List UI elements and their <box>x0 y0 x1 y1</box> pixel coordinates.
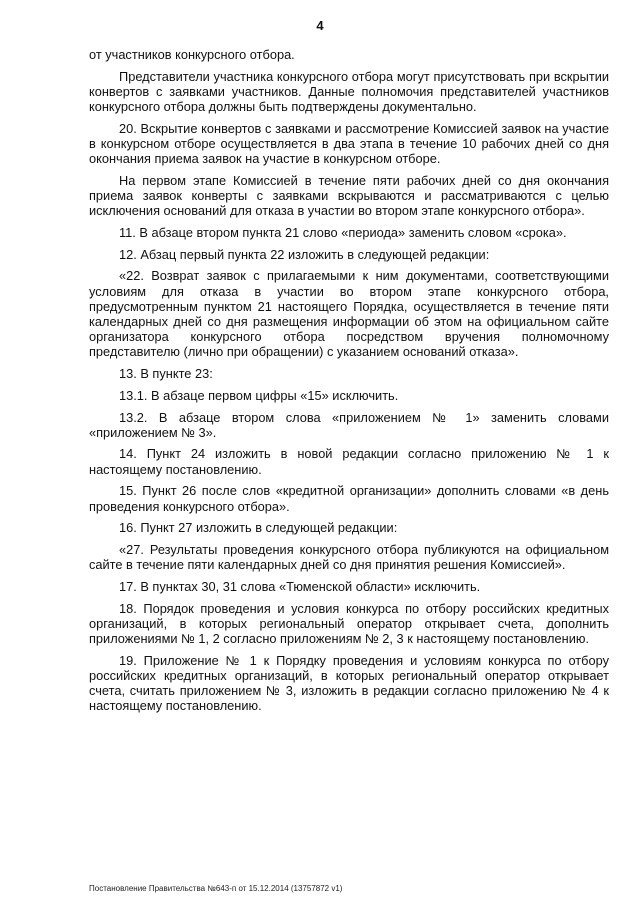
paragraph: 18. Порядок проведения и условия конкурса по отбору российских кредитных организаций, в которых региональный оператор открывает счета, дополнить приложениями № 1, 2 согласно приложениям № 2, 3 к настоящему постановлению. <box>89 600 609 646</box>
paragraph: 13. В пункте 23: <box>119 366 213 382</box>
paragraph: 17. В пунктах 30, 31 слова «Тюменской области» исключить. <box>119 578 481 594</box>
paragraph: «22. Возврат заявок с прилагаемыми к ним документами, соответствующими условиям для отказа в участии во втором этапе конкурсного отбора, предусмотренным пунктом 21 настоящего Порядка, осуществляется в течение пяти календарных дней со дня размещения информации об этом на официальном сайте организатора конкурсного отбора посредством вручения полномочному представителю (лично при обращении) с указанием оснований отказа». <box>89 268 609 360</box>
paragraph: «27. Результаты проведения конкурсного отбора публикуются на официальном сайте в течение пяти календарных дней со дня принятия решения Комиссией». <box>89 541 609 573</box>
paragraph: На первом этапе Комиссией в течение пяти рабочих дней со дня окончания приема заявок конверты с заявками вскрываются и рассматриваются с целью исключения оснований для отказа в участии во втором этапе конкурсного отбора». <box>89 172 609 219</box>
paragraph: 12. Абзац первый пункта 22 изложить в следующей редакции: <box>119 246 490 262</box>
paragraph: 13.2. В абзаце втором слова «приложением № 1» заменить словами «приложением № 3». <box>89 409 609 440</box>
paragraph: 11. В абзаце втором пункта 21 слово «периода» заменить словом «срока». <box>119 225 567 241</box>
paragraph: 15. Пункт 26 после слов «кредитной организации» дополнить словами «в день проведения конкурсного отбора». <box>89 483 609 514</box>
paragraph: 13.1. В абзаце первом цифры «15» исключить. <box>119 387 399 403</box>
page-number: 4 <box>316 18 324 33</box>
paragraph: 16. Пункт 27 изложить в следующей редакции: <box>119 520 398 536</box>
document-body <box>89 47 609 720</box>
paragraph: 14. Пункт 24 изложить в новой редакции согласно приложению № 1 к настоящему постановлению. <box>89 446 609 477</box>
paragraph: от участников конкурсного отбора. <box>89 47 295 62</box>
paragraph: 20. Вскрытие конвертов с заявками и рассмотрение Комиссией заявок на участие в конкурсном отборе осуществляется в два этапа в течение 10 рабочих дней со дня окончания приема заявок на участие в конкурсном отборе. <box>89 120 609 167</box>
paragraph: Представители участника конкурсного отбора могут присутствовать при вскрытии конвертов с заявками участников. Данные полномочия представителей участников конкурсного отбора должны быть подтверждены документально. <box>89 68 609 115</box>
document-footer: Постановление Правительства №643-п от 15.12.2014 (13757872 v1) <box>89 884 343 893</box>
paragraph: 19. Приложение № 1 к Порядку проведения и условиям конкурса по отбору российских кредитных организаций, в которых региональный оператор открывает счета, считать приложением № 3, изложить в редакции согласно приложению № 4 к настоящему постановлению. <box>89 652 609 714</box>
